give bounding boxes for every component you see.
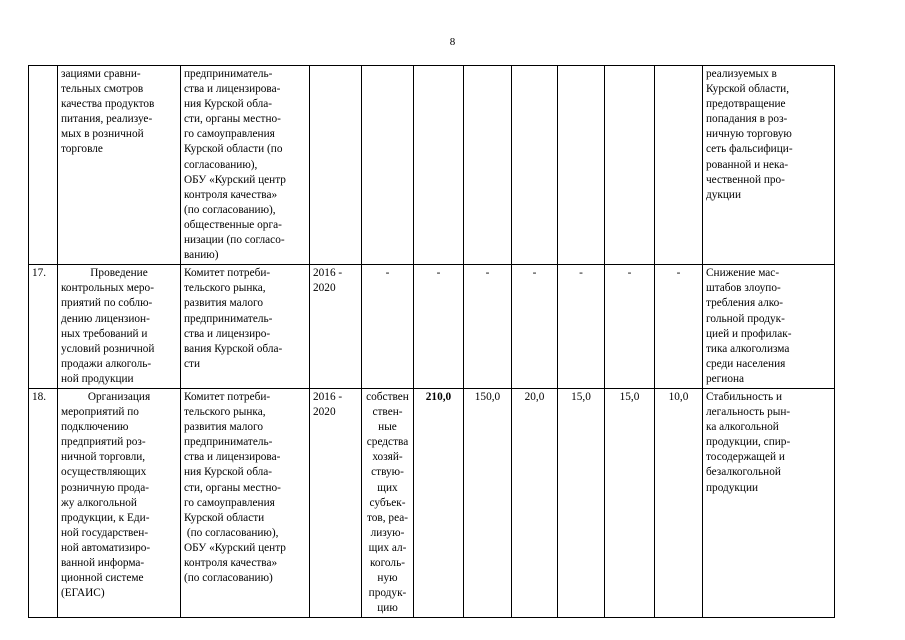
result-cell: Стабильность и легальность рын- ка алкогольной продукции, спир- тосодержащей и безалкогольной продукции (703, 388, 835, 617)
table-row (29, 66, 835, 265)
year-2017-cell (512, 66, 558, 265)
years-cell (310, 66, 362, 265)
executors-cell: Комитет потреби- тельского рынка, развития малого предприниматель- ства и лицензиро- вания Курской обла- сти (181, 265, 310, 389)
row-number: 18. (29, 388, 58, 617)
years-cell: 2016 - 2020 (310, 265, 362, 389)
year-2017-cell: - (512, 265, 558, 389)
year-2016-cell (464, 66, 512, 265)
executors-cell: Комитет потреби- тельского рынка, развития малого предприниматель- ства и лицензирова- ния Курской обла- сти, органы местно- го самоуправления Курской области (по согласованию), ОБУ «Курский центр контроля качества» (по согласованию) (181, 388, 310, 617)
year-2020-cell: - (655, 265, 703, 389)
year-2019-cell: - (605, 265, 655, 389)
source-cell: - (362, 265, 414, 389)
total-cell (414, 66, 464, 265)
year-2019-cell (605, 66, 655, 265)
year-2017-cell: 20,0 (512, 388, 558, 617)
year-2018-cell: - (558, 265, 605, 389)
year-2016-cell: - (464, 265, 512, 389)
total-cell: - (414, 265, 464, 389)
result-cell: Снижение мас- штабов злоупо- требления алко- гольной продук- цией и профилак- тика алкоголизма среди населения региона (703, 265, 835, 389)
row-number (29, 66, 58, 265)
source-cell (362, 66, 414, 265)
page-number: 8 (449, 36, 456, 48)
activity-cell: Проведение контрольных меро- приятий по соблю- дению лицензион- ных требований и условий розничной продажи алкоголь- ной продукции (58, 265, 181, 389)
activity-cell: Организация мероприятий по подключению предприятий роз- ничной торговли, осуществляющих розничную прода- жу алкогольной продукции, к Еди- ной государствен- ной автоматизиро- ванной информа- ционной системе (ЕГАИС) (58, 388, 181, 617)
activity-cell: зациями сравни- тельных смотров качества продуктов питания, реализуе- мых в розничной торговле (58, 66, 181, 265)
result-cell: реализуемых в Курской области, предотвращение попадания в роз- ничную торговую сеть фальсифици- рованной и нека- чественной про- дукции (703, 66, 835, 265)
program-table (28, 65, 835, 618)
total-cell: 210,0 (414, 388, 464, 617)
executors-cell: предприниматель- ства и лицензирова- ния Курской обла- сти, органы местно- го самоуправления Курской области (по согласованию), ОБУ «Курский центр контроля качества» (по согласованию), общественные орга- низации (по согласо- ванию) (181, 66, 310, 265)
year-2020-cell: 10,0 (655, 388, 703, 617)
year-2019-cell: 15,0 (605, 388, 655, 617)
year-2016-cell: 150,0 (464, 388, 512, 617)
table-row (29, 388, 835, 617)
row-number: 17. (29, 265, 58, 389)
year-2018-cell: 15,0 (558, 388, 605, 617)
year-2018-cell (558, 66, 605, 265)
source-cell: собствен ствен- ные средства хозяй- ствую- щих субъек- тов, реа- лизую- щих ал- коголь- ную продук- цию (362, 388, 414, 617)
year-2020-cell (655, 66, 703, 265)
years-cell: 2016 - 2020 (310, 388, 362, 617)
table-row (29, 265, 835, 389)
